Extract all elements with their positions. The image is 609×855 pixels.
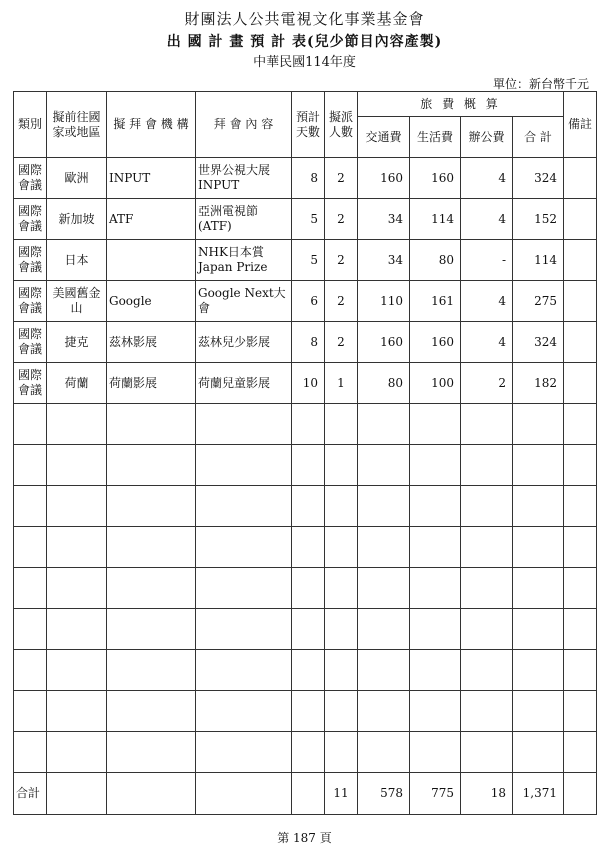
- empty-cell: [47, 527, 107, 568]
- table-cell: 161: [410, 281, 461, 322]
- empty-cell: [513, 650, 564, 691]
- col-office: 辦公費: [461, 117, 513, 158]
- table-cell: 160: [410, 158, 461, 199]
- empty-row: [14, 486, 597, 527]
- empty-cell: [461, 568, 513, 609]
- empty-cell: [358, 691, 410, 732]
- table-cell: 775: [410, 773, 461, 815]
- table-cell: 1: [325, 363, 358, 404]
- table-cell: 114: [513, 240, 564, 281]
- table-cell: 11: [325, 773, 358, 815]
- empty-cell: [461, 609, 513, 650]
- table-cell: 日本: [47, 240, 107, 281]
- table-cell: [564, 322, 597, 363]
- table-cell: 茲林兒少影展: [196, 322, 292, 363]
- table-cell: 2: [325, 281, 358, 322]
- empty-cell: [14, 650, 47, 691]
- empty-cell: [47, 691, 107, 732]
- table-cell: 荷蘭: [47, 363, 107, 404]
- empty-cell: [461, 732, 513, 773]
- empty-cell: [358, 732, 410, 773]
- table-cell: 4: [461, 322, 513, 363]
- empty-cell: [564, 732, 597, 773]
- table-cell: 324: [513, 322, 564, 363]
- empty-cell: [47, 609, 107, 650]
- empty-cell: [358, 527, 410, 568]
- empty-cell: [47, 650, 107, 691]
- table-cell: 4: [461, 199, 513, 240]
- empty-cell: [564, 609, 597, 650]
- empty-cell: [564, 691, 597, 732]
- empty-cell: [196, 650, 292, 691]
- table-cell: Google: [107, 281, 196, 322]
- empty-cell: [410, 486, 461, 527]
- empty-cell: [196, 609, 292, 650]
- col-destination: 擬前往國家或地區: [47, 92, 107, 158]
- col-content: 拜 會 內 容: [196, 92, 292, 158]
- table-cell: 國際會議: [14, 199, 47, 240]
- table-cell: 歐洲: [47, 158, 107, 199]
- empty-cell: [107, 773, 196, 815]
- empty-cell: [513, 691, 564, 732]
- empty-cell: [196, 486, 292, 527]
- empty-cell: [107, 650, 196, 691]
- empty-cell: [292, 691, 325, 732]
- table-cell: 國際會議: [14, 322, 47, 363]
- empty-cell: [107, 609, 196, 650]
- table-cell: 國際會議: [14, 158, 47, 199]
- table-cell: NHK日本賞Japan Prize: [196, 240, 292, 281]
- empty-cell: [325, 568, 358, 609]
- empty-cell: [292, 486, 325, 527]
- empty-cell: [47, 568, 107, 609]
- empty-cell: [196, 732, 292, 773]
- table-cell: [564, 363, 597, 404]
- table-cell: 新加坡: [47, 199, 107, 240]
- empty-cell: [325, 527, 358, 568]
- table-cell: 5: [292, 240, 325, 281]
- col-living: 生活費: [410, 117, 461, 158]
- table-row: [14, 240, 597, 281]
- empty-row: [14, 732, 597, 773]
- table-cell: [564, 199, 597, 240]
- table-title: 出 國 計 畫 預 計 表(兒少節目內容產製): [166, 34, 443, 50]
- empty-cell: [196, 773, 292, 815]
- empty-cell: [196, 568, 292, 609]
- empty-cell: [292, 773, 325, 815]
- table-cell: [564, 240, 597, 281]
- table-cell: [564, 281, 597, 322]
- empty-cell: [513, 486, 564, 527]
- page-number: 第 187 頁: [277, 831, 332, 845]
- empty-cell: [14, 404, 47, 445]
- table-row: [14, 281, 597, 322]
- org-name: 財團法人公共電視文化事業基金會: [184, 10, 425, 28]
- col-days: 預計天數: [292, 92, 325, 158]
- empty-cell: [14, 732, 47, 773]
- empty-row: [14, 527, 597, 568]
- empty-cell: [410, 609, 461, 650]
- table-cell: 美國舊金山: [47, 281, 107, 322]
- totals-row: [14, 773, 597, 815]
- table-cell: INPUT: [107, 158, 196, 199]
- empty-row: [14, 404, 597, 445]
- empty-cell: [410, 568, 461, 609]
- col-organization: 擬 拜 會 機 構: [107, 92, 196, 158]
- empty-row: [14, 568, 597, 609]
- empty-cell: [513, 404, 564, 445]
- table-cell: 1,371: [513, 773, 564, 815]
- empty-cell: [325, 445, 358, 486]
- empty-cell: [513, 568, 564, 609]
- empty-cell: [14, 691, 47, 732]
- table-cell: 茲林影展: [107, 322, 196, 363]
- empty-cell: [292, 732, 325, 773]
- empty-cell: [325, 486, 358, 527]
- empty-cell: [564, 773, 597, 815]
- empty-cell: [564, 404, 597, 445]
- empty-cell: [47, 486, 107, 527]
- empty-cell: [410, 445, 461, 486]
- table-cell: 110: [358, 281, 410, 322]
- table-cell: 80: [410, 240, 461, 281]
- empty-cell: [196, 527, 292, 568]
- empty-cell: [14, 609, 47, 650]
- table-cell: 34: [358, 199, 410, 240]
- empty-cell: [461, 445, 513, 486]
- travel-plan-table: [13, 91, 597, 815]
- empty-cell: [461, 691, 513, 732]
- table-row: [14, 199, 597, 240]
- table-cell: 275: [513, 281, 564, 322]
- table-cell: 5: [292, 199, 325, 240]
- empty-cell: [461, 527, 513, 568]
- empty-cell: [325, 732, 358, 773]
- empty-cell: [358, 609, 410, 650]
- table-cell: 182: [513, 363, 564, 404]
- table-cell: 160: [410, 322, 461, 363]
- empty-cell: [47, 732, 107, 773]
- empty-cell: [410, 732, 461, 773]
- empty-cell: [107, 527, 196, 568]
- empty-cell: [47, 773, 107, 815]
- empty-row: [14, 609, 597, 650]
- col-transport: 交通費: [358, 117, 410, 158]
- table-cell: 10: [292, 363, 325, 404]
- table-cell: 2: [325, 158, 358, 199]
- table-cell: -: [461, 240, 513, 281]
- empty-cell: [410, 527, 461, 568]
- empty-cell: [564, 445, 597, 486]
- empty-cell: [292, 527, 325, 568]
- empty-cell: [47, 445, 107, 486]
- table-cell: 18: [461, 773, 513, 815]
- empty-cell: [358, 650, 410, 691]
- empty-row: [14, 691, 597, 732]
- empty-cell: [325, 650, 358, 691]
- empty-cell: [410, 650, 461, 691]
- table-cell: 2: [461, 363, 513, 404]
- empty-cell: [325, 404, 358, 445]
- table-row: [14, 322, 597, 363]
- empty-cell: [513, 445, 564, 486]
- table-cell: 國際會議: [14, 240, 47, 281]
- empty-cell: [410, 404, 461, 445]
- col-people: 擬派人數: [325, 92, 358, 158]
- table-cell: 荷蘭兒童影展: [196, 363, 292, 404]
- table-cell: 6: [292, 281, 325, 322]
- table-row: [14, 363, 597, 404]
- table-cell: 捷克: [47, 322, 107, 363]
- table-cell: 國際會議: [14, 363, 47, 404]
- table-cell: 100: [410, 363, 461, 404]
- empty-cell: [107, 404, 196, 445]
- table-cell: 80: [358, 363, 410, 404]
- empty-cell: [292, 568, 325, 609]
- table-cell: ATF: [107, 199, 196, 240]
- table-cell: 152: [513, 199, 564, 240]
- empty-cell: [325, 691, 358, 732]
- table-cell: 亞洲電視節(ATF): [196, 199, 292, 240]
- table-cell: 合計: [14, 773, 47, 815]
- table-cell: 8: [292, 158, 325, 199]
- empty-cell: [292, 445, 325, 486]
- empty-cell: [292, 404, 325, 445]
- fiscal-year: 中華民國114年度: [253, 55, 356, 70]
- empty-cell: [513, 732, 564, 773]
- table-cell: 4: [461, 281, 513, 322]
- table-cell: Google Next大會: [196, 281, 292, 322]
- empty-cell: [358, 486, 410, 527]
- empty-cell: [107, 732, 196, 773]
- empty-cell: [325, 609, 358, 650]
- table-cell: 324: [513, 158, 564, 199]
- unit-label: 單位：新台幣千元: [492, 77, 589, 91]
- empty-cell: [292, 609, 325, 650]
- table-cell: 160: [358, 158, 410, 199]
- empty-cell: [14, 527, 47, 568]
- empty-cell: [564, 486, 597, 527]
- empty-cell: [358, 404, 410, 445]
- empty-cell: [107, 445, 196, 486]
- empty-row: [14, 650, 597, 691]
- table-cell: 2: [325, 240, 358, 281]
- empty-cell: [410, 691, 461, 732]
- empty-cell: [107, 486, 196, 527]
- empty-cell: [513, 609, 564, 650]
- header-row-1: [14, 92, 597, 117]
- table-cell: 578: [358, 773, 410, 815]
- table-cell: 荷蘭影展: [107, 363, 196, 404]
- table-cell: 114: [410, 199, 461, 240]
- table-cell: 4: [461, 158, 513, 199]
- empty-cell: [461, 650, 513, 691]
- col-total: 合 計: [513, 117, 564, 158]
- empty-cell: [461, 486, 513, 527]
- col-note: 備註: [564, 92, 597, 158]
- empty-cell: [196, 404, 292, 445]
- empty-cell: [107, 691, 196, 732]
- empty-cell: [14, 445, 47, 486]
- empty-cell: [14, 568, 47, 609]
- empty-cell: [461, 404, 513, 445]
- table-cell: 2: [325, 322, 358, 363]
- table-cell: [107, 240, 196, 281]
- table-cell: 160: [358, 322, 410, 363]
- empty-cell: [47, 404, 107, 445]
- empty-cell: [358, 568, 410, 609]
- table-cell: [564, 158, 597, 199]
- empty-cell: [564, 527, 597, 568]
- col-category: 類別: [14, 92, 47, 158]
- empty-cell: [107, 568, 196, 609]
- table-cell: 國際會議: [14, 281, 47, 322]
- empty-cell: [292, 650, 325, 691]
- empty-cell: [564, 650, 597, 691]
- empty-cell: [196, 445, 292, 486]
- table-cell: 34: [358, 240, 410, 281]
- empty-cell: [14, 486, 47, 527]
- col-travel-estimate: 旅 費 概 算: [358, 92, 564, 117]
- table-cell: 2: [325, 199, 358, 240]
- table-cell: 8: [292, 322, 325, 363]
- empty-cell: [513, 527, 564, 568]
- empty-row: [14, 445, 597, 486]
- table-cell: 世界公視大展INPUT: [196, 158, 292, 199]
- table-row: [14, 158, 597, 199]
- empty-cell: [564, 568, 597, 609]
- empty-cell: [358, 445, 410, 486]
- empty-cell: [196, 691, 292, 732]
